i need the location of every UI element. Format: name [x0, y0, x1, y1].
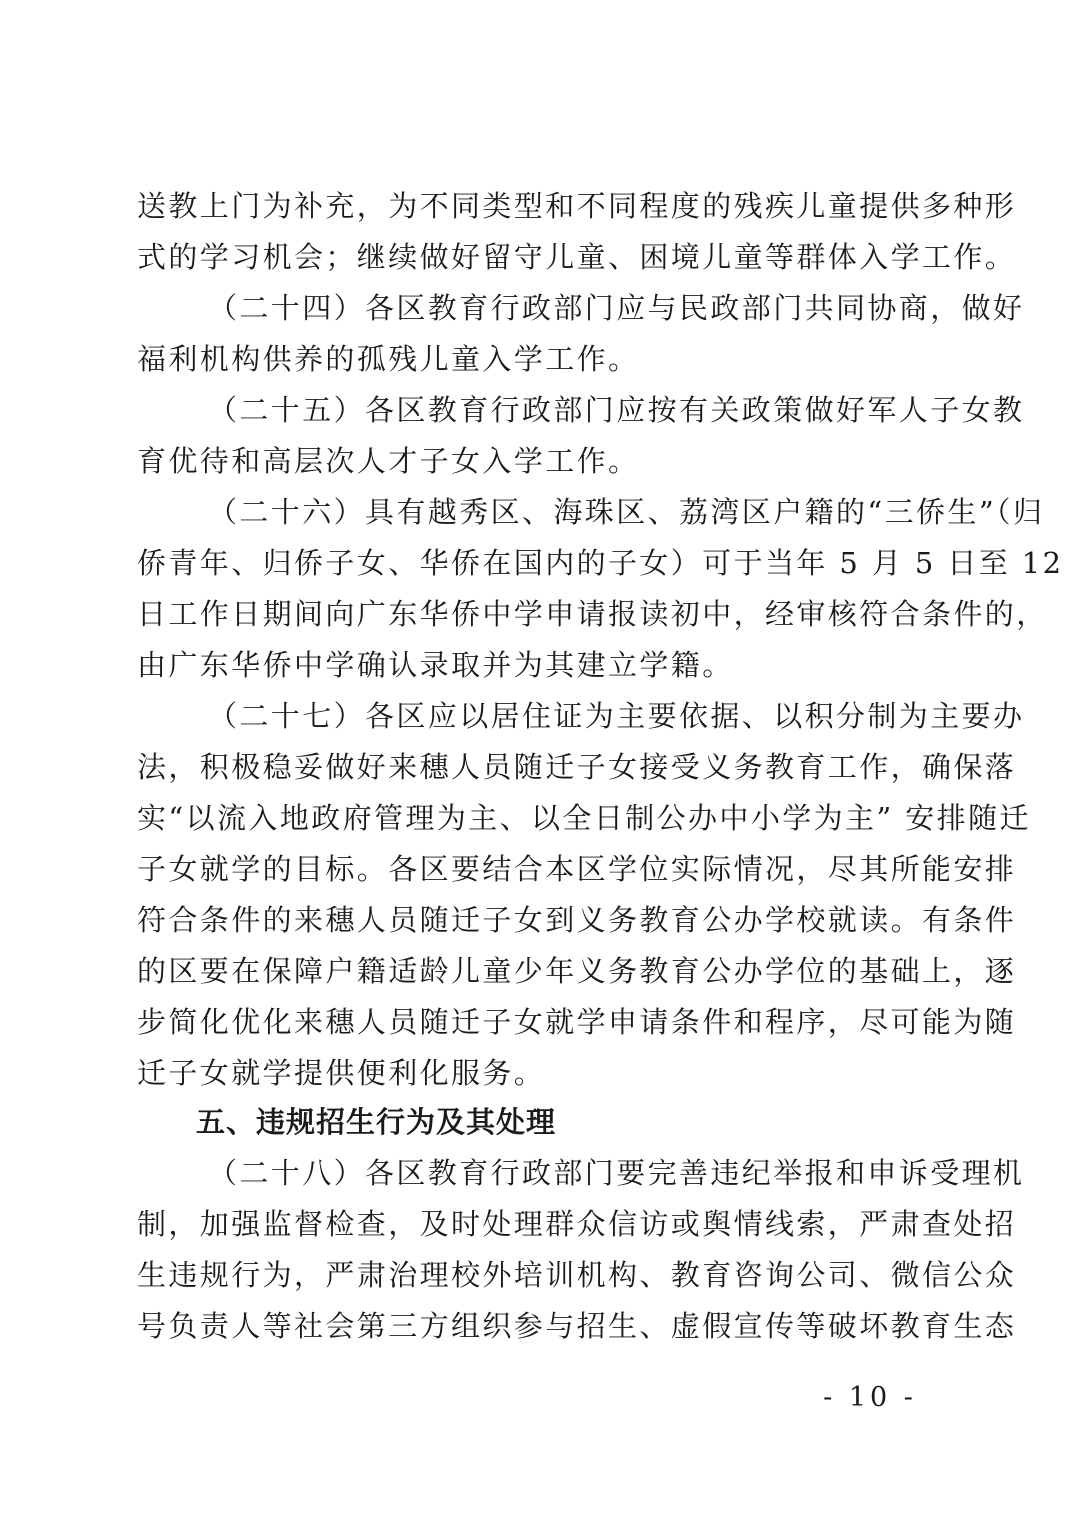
paragraph-28-line: （二十八）各区教育行政部门要完善违纪举报和申诉受理机	[208, 1156, 1025, 1190]
body-line: 制，加强监督检查，及时处理群众信访或舆情线索，严肃查处招	[137, 1207, 1017, 1241]
body-line: 子女就学的目标。各区要结合本区学位实际情况，尽其所能安排	[137, 852, 1017, 886]
paragraph-26-line: （二十六）具有越秀区、海珠区、荔湾区户籍的“三侨生”（归	[208, 495, 1045, 529]
body-line: 号负责人等社会第三方组织参与招生、虚假宣传等破坏教育生态	[137, 1309, 1017, 1343]
body-line: 育优待和高层次人才子女入学工作。	[137, 444, 640, 478]
section-heading: 五、违规招生行为及其处理	[196, 1105, 557, 1139]
body-line: 由广东华侨中学确认录取并为其建立学籍。	[137, 648, 734, 682]
paragraph-24-line: （二十四）各区教育行政部门应与民政部门共同协商，做好	[208, 291, 1025, 325]
paragraph-27-line: （二十七）各区应以居住证为主要依据、以积分制为主要办	[208, 699, 1025, 733]
body-line: 送教上门为补充，为不同类型和不同程度的残疾儿童提供多种形	[137, 189, 1017, 223]
body-line: 的区要在保障户籍适龄儿童少年义务教育公办学位的基础上，逐	[137, 954, 1017, 988]
body-line: 法，积极稳妥做好来穗人员随迁子女接受义务教育工作，确保落	[137, 750, 1017, 784]
body-line: 侨青年、归侨子女、华侨在国内的子女）可于当年 5 月 5 日至 12	[137, 546, 1064, 580]
body-line: 福利机构供养的孤残儿童入学工作。	[137, 342, 640, 376]
body-line: 迁子女就学提供便利化服务。	[137, 1056, 546, 1090]
body-line: 符合条件的来穗人员随迁子女到义务教育公办学校就读。有条件	[137, 903, 1017, 937]
body-line: 日工作日期间向广东华侨中学申请报读初中，经审核符合条件的，	[137, 597, 1048, 631]
body-line: 生违规行为，严肃治理校外培训机构、教育咨询公司、微信公众	[137, 1258, 1017, 1292]
page-number: - 10 -	[823, 1382, 917, 1413]
paragraph-25-line: （二十五）各区教育行政部门应按有关政策做好军人子女教	[208, 393, 1025, 427]
body-line: 式的学习机会；继续做好留守儿童、困境儿童等群体入学工作。	[137, 240, 1017, 274]
body-line: 实“以流入地政府管理为主、以全日制公办中小学为主” 安排随迁	[137, 801, 1031, 835]
body-line: 步简化优化来穗人员随迁子女就学申请条件和程序，尽可能为随	[137, 1005, 1017, 1039]
